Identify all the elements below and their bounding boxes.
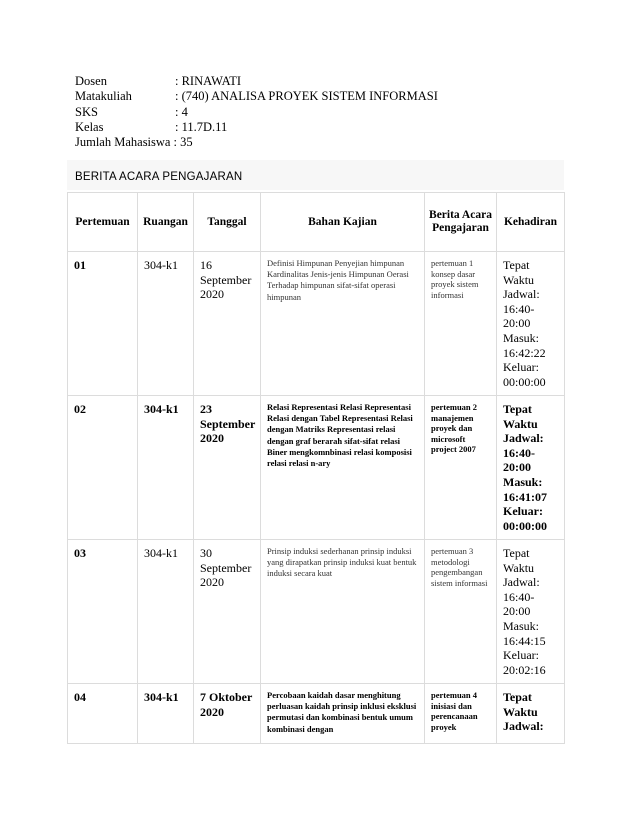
info-row-jumlah-mahasiswa [75, 135, 438, 150]
cell-bahan-kajian: Prinsip induksi sederhanan prinsip induksi yang dirapatkan prinsip induksi kuat bentuk induksi secara kuat [261, 540, 425, 684]
cell-bahan-kajian: Relasi Representasi Relasi Representasi Relasi dengan Tabel Representasi Relasi dengan Matriks Representasi relasi dengan graf berarah sifat-sifat relasi Biner mengkomnbinasi relasi komposisi relasi relasi n-ary [261, 396, 425, 540]
header-bahan-kajian: Bahan Kajian [261, 193, 425, 252]
info-row-dosen [75, 74, 438, 89]
header-kehadiran: Kehadiran [497, 193, 565, 252]
cell-tanggal: 16 September 2020 [194, 252, 261, 396]
table-row [68, 540, 565, 684]
info-value: : 4 [175, 104, 188, 119]
cell-berita-acara: pertemuan 3 metodologi pengembangan sistem informasi [425, 540, 497, 684]
info-row-sks [75, 105, 438, 120]
cell-ruangan: 304-k1 [138, 396, 194, 540]
cell-pertemuan: 02 [68, 396, 138, 540]
cell-pertemuan: 04 [68, 684, 138, 744]
section-header [67, 160, 564, 190]
cell-pertemuan: 03 [68, 540, 138, 684]
cell-berita-acara: pertemuan 2 manajemen proyek dan microsoft project 2007 [425, 396, 497, 540]
cell-pertemuan: 01 [68, 252, 138, 396]
cell-tanggal: 30 September 2020 [194, 540, 261, 684]
header-berita-acara-label: Berita Acara Pengajaran [429, 208, 492, 234]
cell-ruangan: 304-k1 [138, 540, 194, 684]
header-tanggal: Tanggal [194, 193, 261, 252]
cell-kehadiran: Tepat Waktu Jadwal: 16:40-20:00 Masuk: 16:42:22 Keluar: 00:00:00 [497, 252, 565, 396]
cell-berita-acara: pertemuan 4 inisiasi dan perencanaan proyek [425, 684, 497, 744]
info-label: Jumlah Mahasiswa [75, 135, 171, 150]
info-value: : 11.7D.11 [175, 119, 228, 134]
info-value: : RINAWATI [175, 74, 242, 88]
cell-bahan-kajian: Percobaan kaidah dasar menghitung perluasan kaidah prinsip inklusi eksklusi permutasi dan kombinasi bentuk umum kombinasi dengan [261, 684, 425, 744]
cell-tanggal: 7 Oktober 2020 [194, 684, 261, 744]
table-row [68, 396, 565, 540]
course-info [75, 74, 438, 150]
cell-ruangan: 304-k1 [138, 684, 194, 744]
header-ruangan: Ruangan [138, 193, 194, 252]
cell-kehadiran: Tepat Waktu Jadwal: 16:40-20:00 Masuk: 16:41:07 Keluar: 00:00:00 [497, 396, 565, 540]
table-header-row [68, 193, 565, 252]
table-row [68, 252, 565, 396]
section-title: BERITA ACARA PENGAJARAN [75, 171, 243, 183]
cell-tanggal: 23 September 2020 [194, 396, 261, 540]
berita-acara-table [67, 192, 565, 744]
header-pertemuan: Pertemuan [68, 193, 138, 252]
table-row [68, 684, 565, 744]
cell-kehadiran: Tepat Waktu Jadwal: [497, 684, 565, 744]
cell-bahan-kajian: Definisi Himpunan Penyejian himpunan Kardinalitas Jenis-jenis Himpunan Oerasi Terhadap himpunan sifat-sifat operasi himpunan [261, 252, 425, 396]
info-label: Matakuliah [75, 89, 132, 104]
cell-kehadiran: Tepat Waktu Jadwal: 16:40-20:00 Masuk: 16:44:15 Keluar: 20:02:16 [497, 540, 565, 684]
cell-ruangan: 304-k1 [138, 252, 194, 396]
cell-berita-acara: pertemuan 1 konsep dasar proyek sistem informasi [425, 252, 497, 396]
info-row-matakuliah [75, 89, 438, 104]
info-value: : (740) ANALISA PROYEK SISTEM INFORMASI [175, 89, 438, 104]
info-label: SKS [75, 104, 98, 119]
header-berita-acara [425, 193, 497, 252]
info-row-kelas [75, 120, 438, 135]
info-label: Dosen [75, 74, 107, 88]
info-label: Kelas [75, 119, 104, 134]
info-value: : 35 [173, 135, 193, 150]
